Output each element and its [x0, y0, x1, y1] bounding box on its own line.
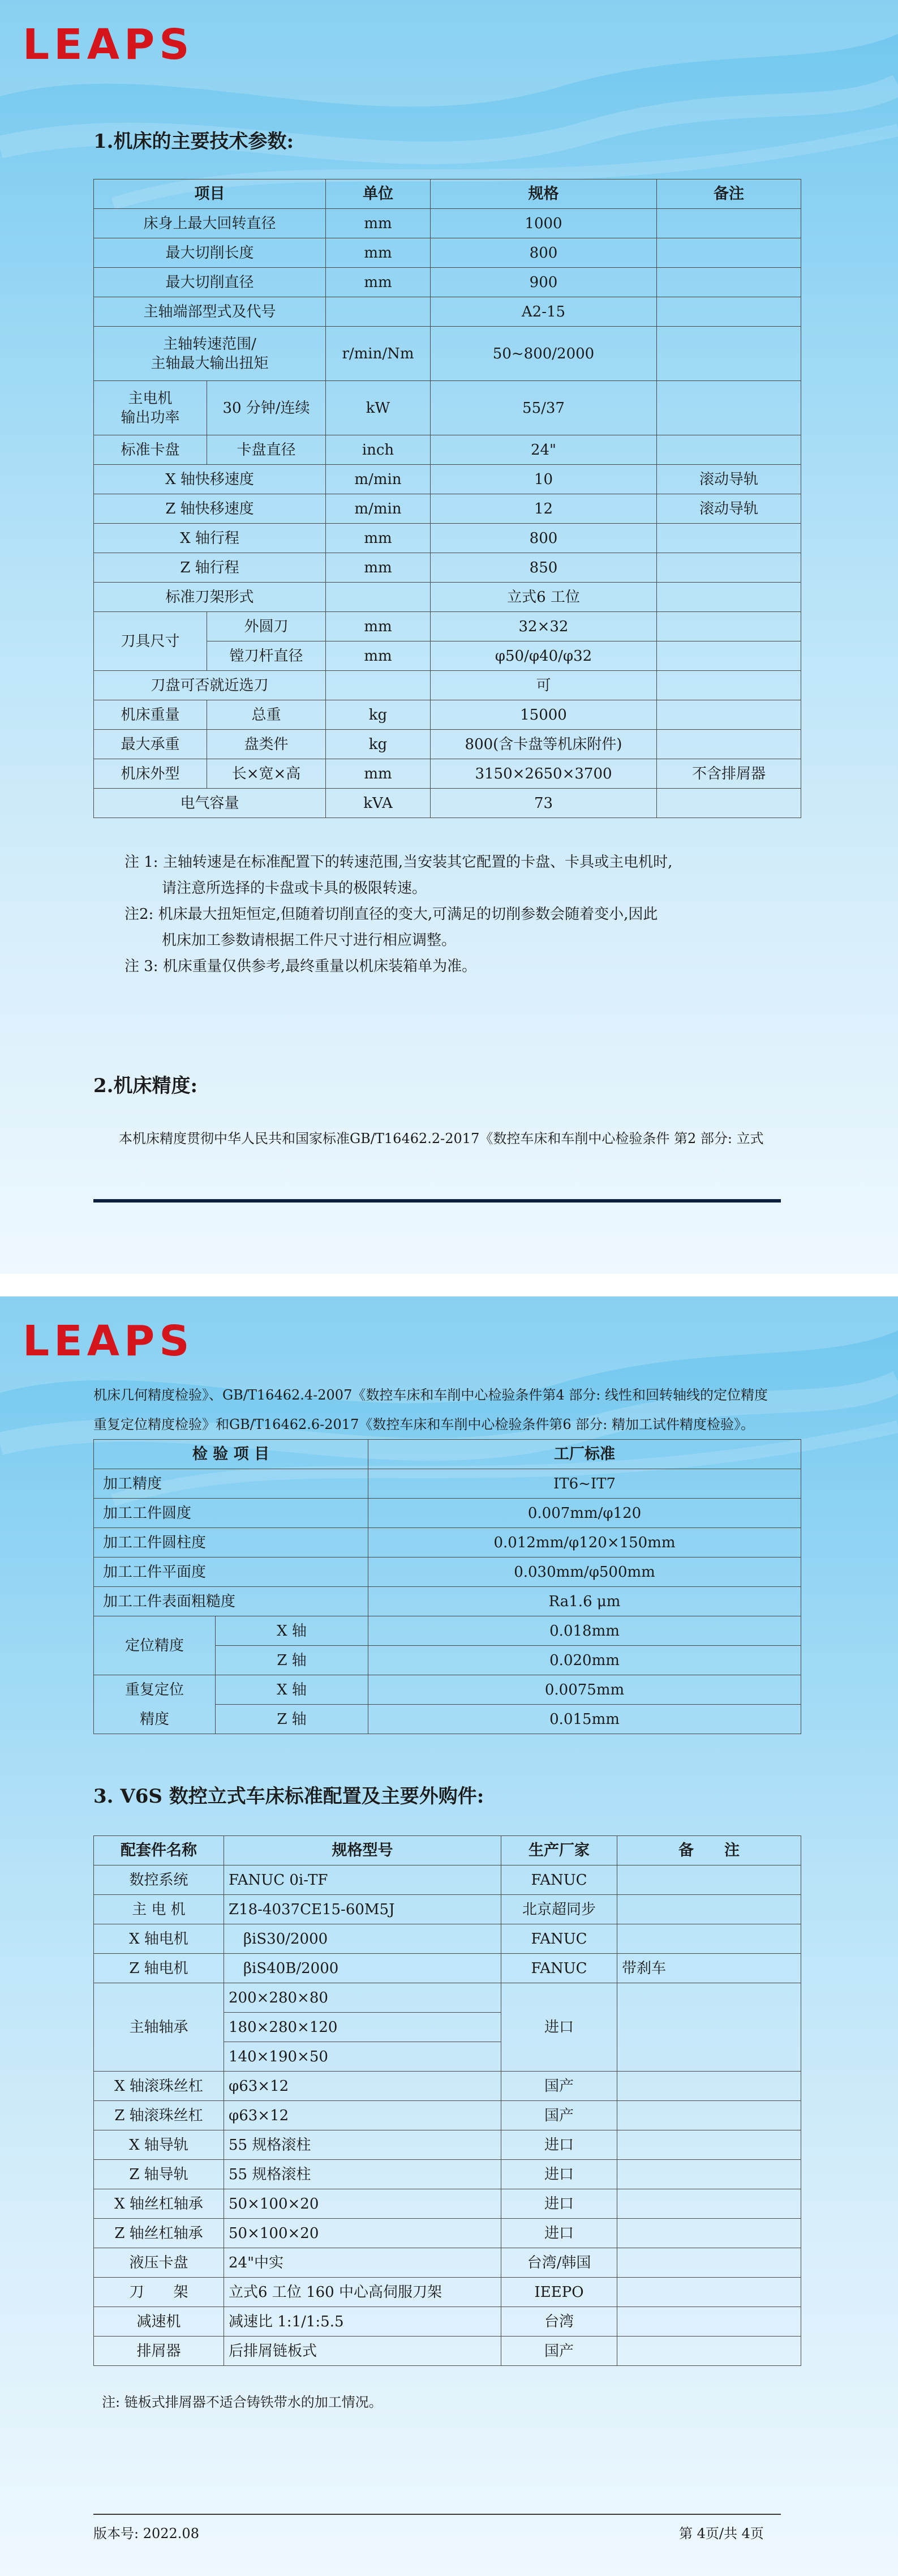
table-row: 刀盘可否就近选刀 可	[94, 671, 801, 700]
table-row: 床身上最大回转直径 mm 1000	[94, 209, 801, 238]
table-header-row	[94, 1440, 801, 1469]
table-row: 最大切削长度 mm 800	[94, 238, 801, 268]
header-remarks: 备 注	[617, 1836, 801, 1865]
table-row: Z 轴导轨 55 规格滚柱 进口	[94, 2160, 801, 2189]
table-row: 定位精度 X 轴 0.018mm	[94, 1616, 801, 1646]
table-row: 刀具尺寸 外圆刀 mm 32×32	[94, 612, 801, 641]
header-item: 项目	[94, 179, 326, 209]
table-row: 最大承重 盘类件 kg 800(含卡盘等机床附件)	[94, 730, 801, 759]
precision-table	[93, 1439, 801, 1734]
table-row: 机床外型 长×宽×高 mm 3150×2650×3700 不含排屑器	[94, 759, 801, 789]
header-spec: 规格	[431, 179, 657, 209]
table-row: 最大切削直径 mm 900	[94, 268, 801, 297]
header-part-name: 配套件名称	[94, 1836, 224, 1865]
table-row: Z 轴电机 βiS40B/2000 FANUC 带刹车	[94, 1954, 801, 1983]
table-header-row	[94, 1836, 801, 1865]
footer-page-number: 第 4页/共 4页	[679, 2526, 764, 2541]
section2-intro: 本机床精度贯彻中华人民共和国家标准GB/T16462.2-2017《数控车床和车削中心检验条件 第2 部分: 立式	[119, 1131, 764, 1146]
header-manufacturer: 生产厂家	[501, 1836, 617, 1865]
table-row: X 轴滚珠丝杠 φ63×12 国产	[94, 2072, 801, 2101]
header-inspect-item: 检 验 项 目	[94, 1440, 368, 1469]
header-factory-standard: 工厂标准	[368, 1440, 801, 1469]
table-row: 加工工件圆度 0.007mm/φ120	[94, 1499, 801, 1528]
table-row: 镗刀杆直径 mm φ50/φ40/φ32	[94, 641, 801, 671]
page-bottom-rule	[93, 1199, 781, 1203]
header-note: 备注	[657, 179, 801, 209]
table-row: 140×190×50	[94, 2042, 801, 2072]
tech-params-table	[93, 179, 801, 818]
section3-note: 注: 链板式排屑器不适合铸铁带水的加工情况。	[102, 2394, 383, 2410]
table-row: 数控系统 FANUC 0i-TF FANUC	[94, 1865, 801, 1895]
table-row: 180×280×120	[94, 2013, 801, 2042]
table-row: 主轴转速范围/ 主轴最大输出扭矩 r/min/Nm 50~800/2000	[94, 327, 801, 381]
brand-logo: LEAPS	[23, 1317, 194, 1366]
configuration-table	[93, 1835, 801, 2366]
table-row: 液压卡盘 24"中实 台湾/韩国	[94, 2248, 801, 2278]
brand-logo: LEAPS	[23, 20, 194, 69]
table-row: 电气容量 kVA 73	[94, 789, 801, 818]
table-row: X 轴行程 mm 800	[94, 524, 801, 553]
table-row: Z 轴 0.015mm	[94, 1705, 801, 1734]
header-unit: 单位	[326, 179, 431, 209]
section1-notes: 注 1: 主轴转速是在标准配置下的转速范围,当安装其它配置的卡盘、卡具或主电机时, 请注意所选择的卡盘或卡具的极限转速。 注2: 机床最大扭矩恒定,但随着切削直径的变大,可满足的切削参数会随着变小,因此 机床加工参数请根据工件尺寸进行相应调整。 注 3: 机床重量仅供参考,最终重量以机床装箱单为准。	[124, 854, 673, 975]
table-row: Z 轴 0.020mm	[94, 1646, 801, 1675]
footer-rule	[93, 2514, 781, 2515]
table-row: X 轴快移速度 m/min 10 滚动导轨	[94, 465, 801, 494]
section2-intro-continued: 机床几何精度检验》、GB/T16462.4-2007《数控车床和车削中心检验条件第4 部分: 线性和回转轴线的定位精度 重复定位精度检验》和GB/T16462.6-2017《数控车床和车削中心检验条件第6 部分: 精加工试件精度检验》。	[93, 1387, 768, 1432]
table-row: X 轴丝杠轴承 50×100×20 进口	[94, 2189, 801, 2219]
table-row: 加工工件平面度 0.030mm/φ500mm	[94, 1557, 801, 1587]
table-row: X 轴导轨 55 规格滚柱 进口	[94, 2130, 801, 2160]
table-row: 主电机 输出功率 30 分钟/连续 kW 55/37	[94, 381, 801, 435]
table-row: 排屑器 后排屑链板式 国产	[94, 2337, 801, 2366]
document-page-2	[0, 1296, 898, 2576]
table-row: 加工工件表面粗糙度 Ra1.6 μm	[94, 1587, 801, 1616]
table-row: 机床重量 总重 kg 15000	[94, 700, 801, 730]
table-row: 减速机 减速比 1:1/1:5.5 台湾	[94, 2307, 801, 2337]
table-row: Z 轴滚珠丝杠 φ63×12 国产	[94, 2101, 801, 2130]
table-row: Z 轴丝杠轴承 50×100×20 进口	[94, 2219, 801, 2248]
table-row: Z 轴快移速度 m/min 12 滚动导轨	[94, 494, 801, 524]
section1-title: 1.机床的主要技术参数:	[93, 130, 294, 153]
document-page-1	[0, 0, 898, 1274]
table-row: 标准刀架形式 立式6 工位	[94, 583, 801, 612]
section3-title: 3. V6S 数控立式车床标准配置及主要外购件:	[93, 1785, 484, 1808]
table-row: 加工工件圆柱度 0.012mm/φ120×150mm	[94, 1528, 801, 1557]
footer-version: 版本号: 2022.08	[93, 2526, 199, 2541]
table-row: 加工精度 IT6~IT7	[94, 1469, 801, 1499]
table-row: 重复定位 精度 X 轴 0.0075mm	[94, 1675, 801, 1705]
header-model: 规格型号	[224, 1836, 501, 1865]
section2-title: 2.机床精度:	[93, 1075, 198, 1097]
table-row: 主轴端部型式及代号 A2-15	[94, 297, 801, 327]
table-header-row	[94, 179, 801, 209]
table-row: X 轴电机 βiS30/2000 FANUC	[94, 1924, 801, 1954]
table-row: 标准卡盘 卡盘直径 inch 24"	[94, 435, 801, 465]
table-row: 主 电 机 Z18-4037CE15-60M5J 北京超同步	[94, 1895, 801, 1924]
table-row: Z 轴行程 mm 850	[94, 553, 801, 583]
table-row: 主轴轴承 200×280×80 进口	[94, 1983, 801, 2013]
table-row: 刀 架 立式6 工位 160 中心高伺服刀架 IEEPO	[94, 2278, 801, 2307]
